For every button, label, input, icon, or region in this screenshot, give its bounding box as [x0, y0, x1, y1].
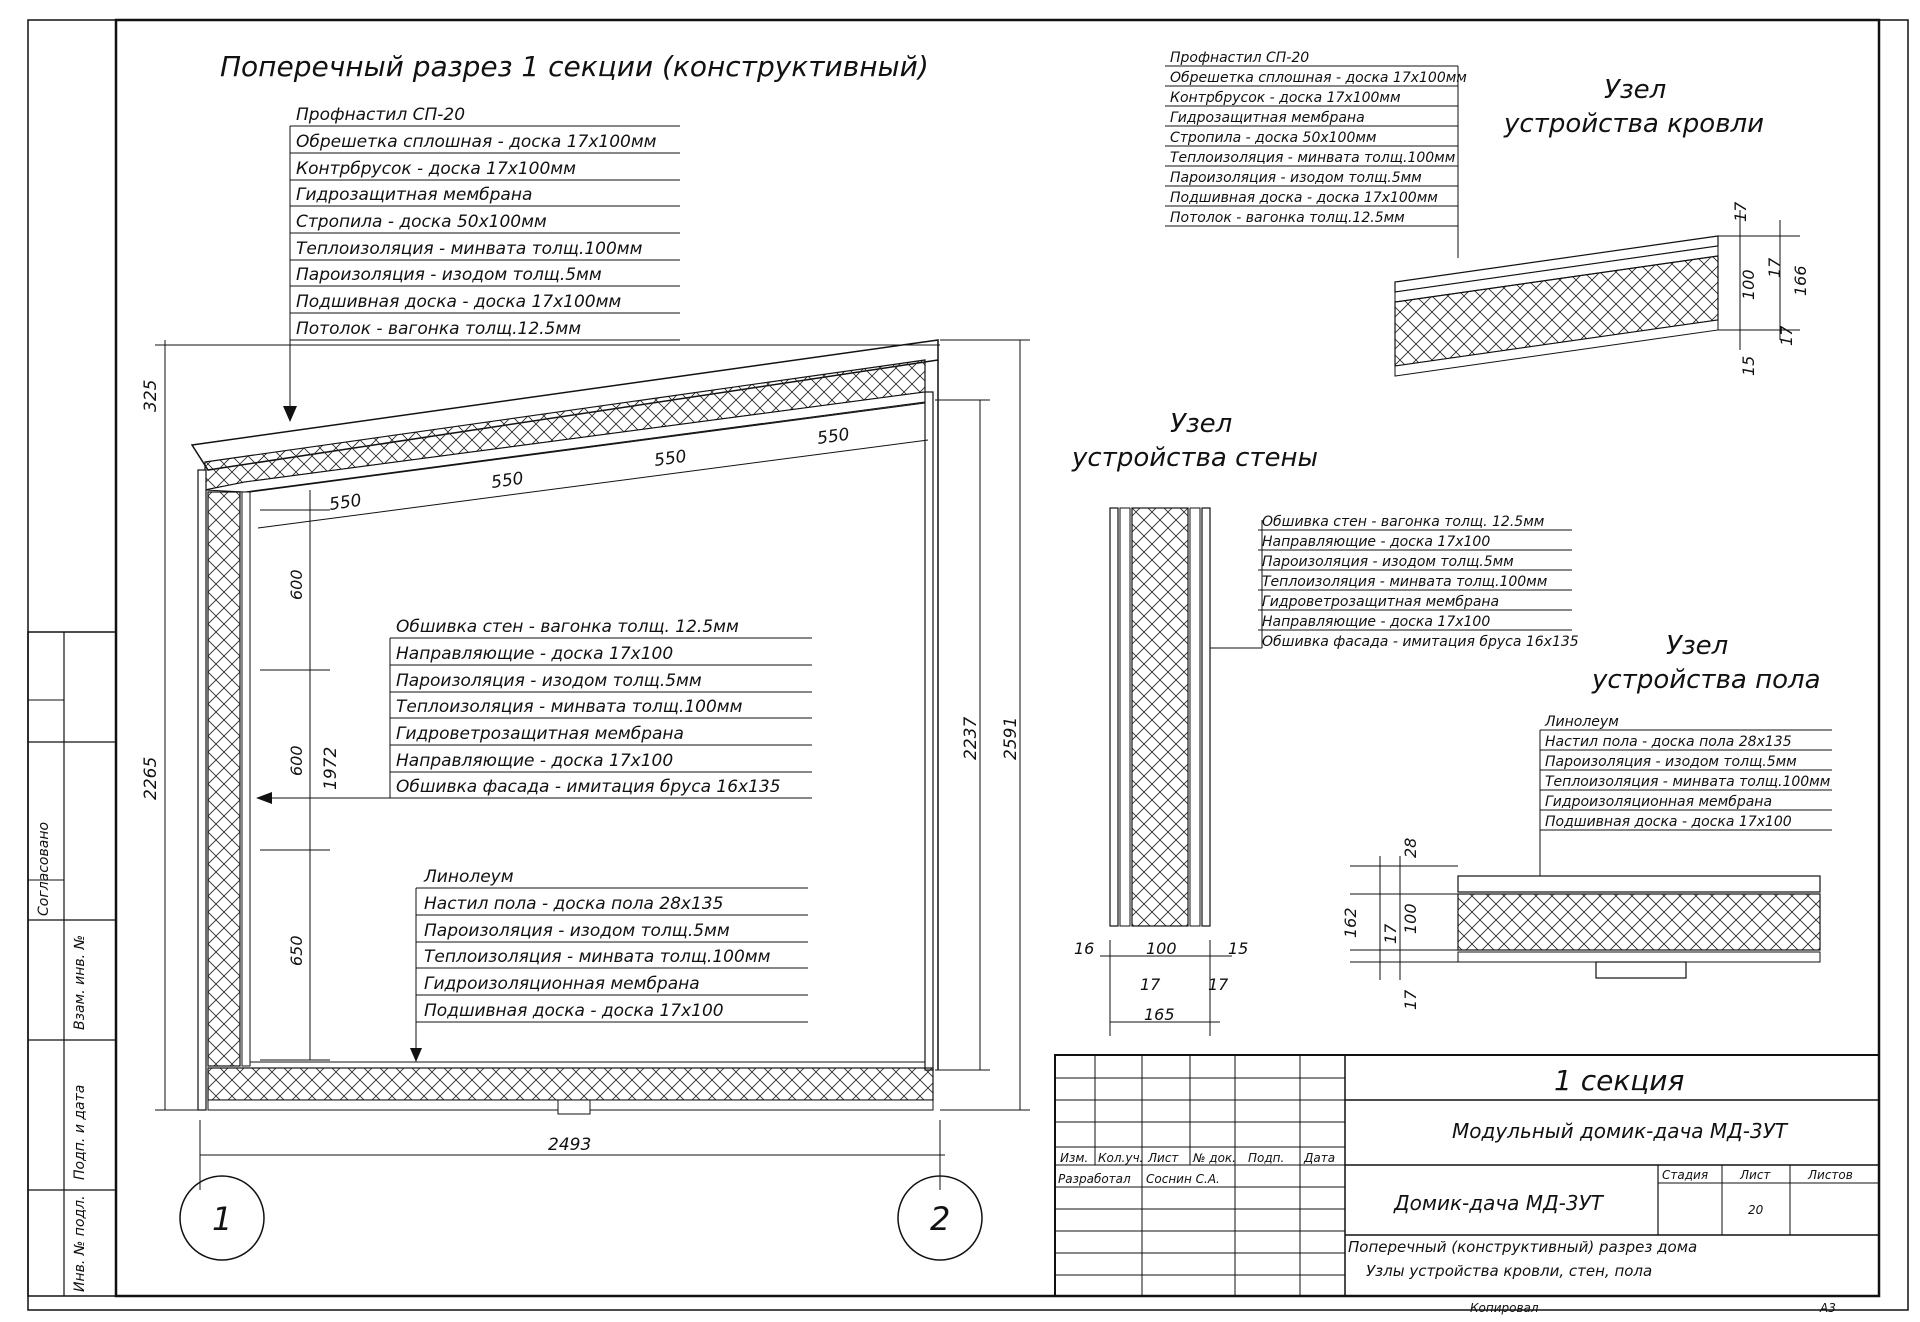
- wall-layer-5: Направляющие - доска 17х100: [396, 751, 674, 771]
- wall-node-dim-a: 16: [1074, 939, 1095, 958]
- wall-layer-4: Гидроветрозащитная мембрана: [396, 724, 684, 744]
- floor-node-callout: [1540, 714, 1832, 876]
- roof-node-dim-a: 17: [1731, 201, 1750, 222]
- floor-node-dim-total: 162: [1341, 907, 1360, 938]
- floor-node-dim-d: 17: [1401, 989, 1420, 1010]
- floor-layer-3: Теплоизоляция - минвата толщ.100мм: [424, 947, 771, 967]
- stamp-desc-2: Узлы устройства кровли, стен, пола: [1366, 1262, 1653, 1280]
- stamp-podp: Подп.: [1248, 1151, 1285, 1165]
- floor-node-title-1: Узел: [1666, 631, 1729, 661]
- dim-stud-3: 650: [287, 935, 306, 966]
- wall-node-layer-0: Обшивка стен - вагонка толщ. 12.5мм: [1262, 514, 1545, 530]
- roof-layer-3: Гидрозащитная мембрана: [296, 185, 533, 205]
- floor-node-layer-1: Настил пола - доска пола 28х135: [1545, 734, 1792, 750]
- floor-node-title-2: устройства пола: [1592, 665, 1821, 695]
- roof-node-layer-8: Потолок - вагонка толщ.12.5мм: [1170, 210, 1405, 226]
- floor-node-layer-4: Гидроизоляционная мембрана: [1545, 794, 1773, 810]
- inv-orig-label: Инв. № подл.: [72, 1195, 88, 1292]
- roof-node-dim-e: 15: [1739, 355, 1758, 376]
- wall-node-layer-5: Направляющие - доска 17х100: [1262, 614, 1491, 630]
- wall-node-layer-6: Обшивка фасада - имитация бруса 16х135: [1262, 634, 1579, 650]
- dim-rafter-3: 550: [652, 446, 688, 471]
- stamp-sheet: Лист: [1740, 1168, 1771, 1182]
- wall-node-title-2: устройства стены: [1072, 443, 1319, 473]
- wall-layer-6: Обшивка фасада - имитация бруса 16х135: [396, 777, 781, 797]
- left-strip: [28, 632, 116, 1296]
- floor-layer-5: Подшивная доска - доска 17х100: [424, 1001, 724, 1021]
- sign-date-label: Подп. и дата: [72, 1084, 88, 1180]
- roof-node-layer-4: Стропила - доска 50х100мм: [1170, 130, 1377, 146]
- roof-node-dim-c: 100: [1739, 269, 1758, 300]
- roof-node-layer-2: Контрбрусок - доска 17х100мм: [1170, 90, 1401, 106]
- roof-layer-2: Контрбрусок - доска 17х100мм: [296, 159, 576, 179]
- floor-node-dim-b: 100: [1401, 903, 1420, 934]
- axis-markers: [180, 1170, 982, 1260]
- swap-inv-label: Взам. инв. №: [72, 934, 88, 1030]
- dim-rafter-2: 550: [489, 468, 525, 493]
- floor-layer-0: Линолеум: [424, 867, 514, 887]
- roof-node-dim-b: 17: [1765, 257, 1784, 278]
- dim-roof-over: 325: [141, 379, 161, 412]
- roof-node-layer-6: Пароизоляция - изодом толщ.5мм: [1170, 170, 1422, 186]
- stamp-project: Модульный домик-дача МД-3УТ: [1452, 1119, 1788, 1143]
- roof-node-title-2: устройства кровли: [1504, 109, 1765, 139]
- dim-stud-1: 600: [287, 569, 306, 600]
- wall-node-title-1: Узел: [1170, 409, 1233, 439]
- floor-node-dim-c: 17: [1381, 923, 1400, 944]
- roof-node-layer-1: Обрешетка сплошная - доска 17х100мм: [1170, 70, 1467, 86]
- roof-callout: [283, 105, 680, 422]
- roof-layer-8: Потолок - вагонка толщ.12.5мм: [296, 319, 582, 339]
- dim-right-outer: 2591: [1001, 716, 1021, 760]
- wall-node-dim-b: 100: [1146, 939, 1177, 958]
- wall-layer-0: Обшивка стен - вагонка толщ. 12.5мм: [396, 617, 739, 637]
- roof-node-title-1: Узел: [1604, 75, 1667, 105]
- stamp-date: Дата: [1304, 1151, 1336, 1165]
- wall-node-layer-4: Гидроветрозащитная мембрана: [1262, 594, 1500, 610]
- stamp-desc-1: Поперечный (конструктивный) разрез дома: [1348, 1238, 1698, 1256]
- stamp-izm: Изм.: [1060, 1151, 1089, 1165]
- axis-label-1: 1: [212, 1200, 233, 1238]
- roof-layer-4: Стропила - доска 50х100мм: [296, 212, 547, 232]
- wall-layer-2: Пароизоляция - изодом толщ.5мм: [396, 671, 702, 691]
- roof-node-dim-total: 166: [1791, 265, 1810, 296]
- wall-node-dim-e: 17: [1208, 975, 1229, 994]
- floor-node-drawing: [1350, 856, 1820, 980]
- dim-left-height: 2265: [141, 756, 161, 800]
- roof-node-layer-3: Гидрозащитная мембрана: [1170, 110, 1365, 126]
- wall-layer-1: Направляющие - доска 17х100: [396, 644, 674, 664]
- floor-callout: [410, 867, 808, 1062]
- dim-right-inner: 2237: [961, 716, 981, 760]
- floor-node-layer-3: Теплоизоляция - минвата толщ.100мм: [1545, 774, 1831, 790]
- roof-layer-6: Пароизоляция - изодом толщ.5мм: [296, 265, 602, 285]
- floor-node-dim-a: 28: [1401, 837, 1420, 858]
- stamp-developed: Разработал: [1058, 1172, 1131, 1186]
- floor-node-layer-5: Подшивная доска - доска 17х100: [1545, 814, 1792, 830]
- roof-node-layer-5: Теплоизоляция - минвата толщ.100мм: [1170, 150, 1456, 166]
- roof-node-layer-0: Профнастил СП-20: [1170, 50, 1310, 66]
- floor-layer-2: Пароизоляция - изодом толщ.5мм: [424, 921, 730, 941]
- wall-node-dim-c: 15: [1228, 939, 1249, 958]
- axis-label-2: 2: [930, 1200, 951, 1238]
- stamp-section: 1 секция: [1554, 1064, 1685, 1097]
- stamp-list: Лист: [1148, 1151, 1179, 1165]
- roof-node-dim-d: 17: [1777, 325, 1796, 346]
- wall-node-dim-d: 17: [1140, 975, 1161, 994]
- stamp-format: А3: [1820, 1301, 1836, 1315]
- stamp-kolu: Кол.уч.: [1098, 1151, 1144, 1165]
- wall-node-layer-1: Направляющие - доска 17х100: [1262, 534, 1491, 550]
- dim-rafter-1: 550: [327, 490, 363, 515]
- dim-inner-height: 1972: [321, 746, 341, 790]
- stamp-sheet-no: 20: [1748, 1203, 1764, 1217]
- page-title: Поперечный разрез 1 секции (конструктивный): [220, 50, 929, 83]
- wall-node-layer-3: Теплоизоляция - минвата толщ.100мм: [1262, 574, 1548, 590]
- dim-stud-2: 600: [287, 745, 306, 776]
- stamp-copied: Копировал: [1470, 1301, 1539, 1315]
- title-block: [1055, 1055, 1879, 1315]
- roof-layer-7: Подшивная доска - доска 17х100мм: [296, 292, 622, 312]
- dim-width: 2493: [548, 1135, 592, 1155]
- agreed-label: Согласовано: [36, 821, 52, 916]
- roof-layer-1: Обрешетка сплошная - доска 17х100мм: [296, 132, 657, 152]
- wall-node-layer-2: Пароизоляция - изодом толщ.5мм: [1262, 554, 1514, 570]
- wall-node-callout: [1258, 514, 1579, 650]
- floor-layer-4: Гидроизоляционная мембрана: [424, 974, 700, 994]
- roof-layer-5: Теплоизоляция - минвата толщ.100мм: [296, 239, 643, 259]
- roof-node-layer-7: Подшивная доска - доска 17х100мм: [1170, 190, 1438, 206]
- roof-layer-0: Профнастил СП-20: [296, 105, 466, 125]
- stamp-author: Соснин С.А.: [1146, 1172, 1220, 1186]
- floor-node-layer-2: Пароизоляция - изодом толщ.5мм: [1545, 754, 1797, 770]
- floor-layer-1: Настил пола - доска пола 28х135: [424, 894, 724, 914]
- stamp-ndoc: № док.: [1193, 1151, 1236, 1165]
- stamp-sheets: Листов: [1808, 1168, 1853, 1182]
- floor-node-layer-0: Линолеум: [1545, 714, 1619, 730]
- stamp-stage: Стадия: [1662, 1168, 1709, 1182]
- wall-node-dim-total: 165: [1144, 1005, 1175, 1024]
- roof-node-callout: [1165, 50, 1467, 258]
- dim-rafter-4: 550: [815, 424, 851, 449]
- wall-layer-3: Теплоизоляция - минвата толщ.100мм: [396, 697, 743, 717]
- stamp-object: Домик-дача МД-3УТ: [1394, 1191, 1603, 1215]
